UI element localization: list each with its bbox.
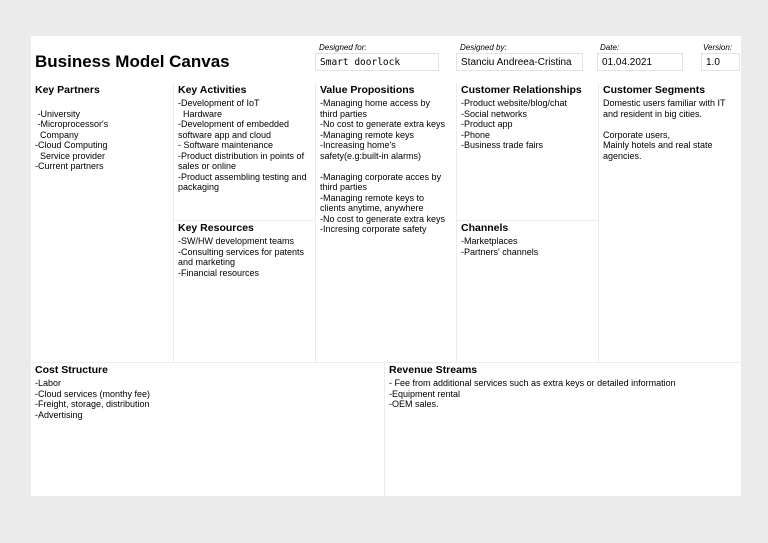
cost-structure-title: Cost Structure: [35, 364, 108, 376]
content-line: -Business trade fairs: [461, 140, 544, 150]
content-line: software app and cloud: [178, 129, 272, 140]
content-lines: [35, 98, 169, 172]
content-line: -Labor: [35, 378, 62, 388]
content-line: and resident in big cities.: [603, 108, 703, 119]
content-lines: [178, 236, 311, 278]
content-line: -Managing remote keys to: [320, 192, 425, 203]
content-line: and marketing: [178, 257, 236, 267]
customer-segments-block[interactable]: [598, 83, 741, 362]
content-line: -Managing corporate acces by: [320, 171, 442, 182]
content-line: -No cost to generate extra keys: [320, 119, 446, 129]
content-line: [35, 98, 169, 109]
content-lines: [35, 378, 380, 420]
content-line: -Financial resources: [178, 267, 260, 278]
content-line: Corporate users,: [603, 129, 671, 140]
content-line: third parties: [320, 182, 368, 192]
content-line: packaging: [178, 182, 220, 192]
content-line: Mainly hotels and real state: [603, 140, 713, 150]
designed-for-field[interactable]: Smart doorlock: [315, 53, 439, 71]
content-line: agencies.: [603, 150, 642, 161]
content-line: -Phone: [461, 129, 491, 140]
channels-title: Channels: [461, 222, 509, 234]
key-resources-title: Key Resources: [178, 222, 254, 234]
content-line: -Managing home access by: [320, 98, 431, 108]
key-activities-block[interactable]: [173, 83, 315, 220]
content-line: Company: [35, 129, 79, 140]
date-field[interactable]: 01.04.2021: [597, 53, 683, 71]
content-line: -Development of IoT: [178, 98, 260, 108]
content-line: -Microprocessor's: [35, 119, 109, 129]
content-line: -Cloud services (monthy fee): [35, 388, 151, 399]
content-line: -Product distribution in points of: [178, 150, 305, 161]
content-line: -Advertising: [35, 409, 83, 420]
content-line: -Marketplaces: [461, 236, 518, 246]
content-lines: [461, 98, 594, 151]
content-line: -OEM sales.: [389, 399, 439, 409]
version-label: Version:: [703, 43, 733, 52]
key-resources-block[interactable]: [173, 220, 315, 362]
revenue-streams-block[interactable]: [384, 362, 741, 496]
content-line: Service provider: [35, 150, 106, 161]
key-activities-title: Key Activities: [178, 84, 247, 96]
content-lines: [461, 236, 594, 257]
content-lines: [178, 98, 311, 193]
content-lines: [603, 98, 737, 161]
content-line: -Social networks: [461, 108, 528, 119]
value-propositions-block[interactable]: [315, 83, 456, 362]
content-line: - Software maintenance: [178, 140, 274, 150]
content-line: third parties: [320, 108, 368, 119]
key-partners-title: Key Partners: [35, 84, 100, 96]
designed-by-label: Designed by:: [460, 43, 507, 52]
cost-structure-block[interactable]: [31, 362, 384, 496]
content-line: -Current partners: [35, 161, 104, 171]
content-line: -Consulting services for patents: [178, 246, 305, 257]
content-line: sales or online: [178, 161, 237, 171]
revenue-streams-title: Revenue Streams: [389, 364, 478, 376]
content-line: safety(e.g:built-in alarms): [320, 150, 422, 161]
content-line: -SW/HW development teams: [178, 236, 295, 246]
channels-block[interactable]: [456, 220, 598, 362]
content-line: -Freight, storage, distribution: [35, 399, 150, 409]
content-line: -Increasing home's: [320, 140, 396, 150]
content-line: -University: [35, 108, 81, 119]
content-line: -No cost to generate extra keys: [320, 213, 446, 224]
content-line: -Partners' channels: [461, 246, 539, 257]
content-line: -Product assembling testing and: [178, 171, 307, 182]
date-label: Date:: [600, 43, 620, 52]
version-field[interactable]: 1.0: [701, 53, 740, 71]
content-line: Hardware: [178, 108, 223, 119]
content-lines: [389, 378, 737, 410]
content-line: -Cloud Computing: [35, 140, 108, 150]
canvas-sheet: [31, 36, 741, 496]
content-line: -Development of embedded: [178, 119, 290, 129]
value-propositions-title: Value Propositions: [320, 84, 415, 96]
content-line: clients anytime, anywhere: [320, 203, 424, 213]
designed-by-field[interactable]: Stanciu Andreea-Cristina: [456, 53, 583, 71]
page-title: Business Model Canvas: [35, 52, 230, 71]
content-line: -Equipment rental: [389, 388, 461, 399]
key-partners-block[interactable]: [31, 83, 173, 362]
content-line: [320, 161, 452, 172]
content-line: -Managing remote keys: [320, 129, 415, 140]
content-line: -Product app: [461, 119, 513, 129]
content-line: -Incresing corporate safety: [320, 224, 427, 234]
content-line: - Fee from additional services such as extra keys or detailed information: [389, 378, 676, 388]
customer-relationships-block[interactable]: [456, 83, 598, 220]
content-line: [603, 119, 737, 130]
content-line: -Product website/blog/chat: [461, 98, 568, 108]
customer-relationships-title: Customer Relationships: [461, 84, 582, 96]
content-line: Domestic users familiar with IT: [603, 98, 726, 108]
designed-for-label: Designed for:: [319, 43, 367, 52]
content-lines: [320, 98, 452, 235]
customer-segments-title: Customer Segments: [603, 84, 706, 96]
